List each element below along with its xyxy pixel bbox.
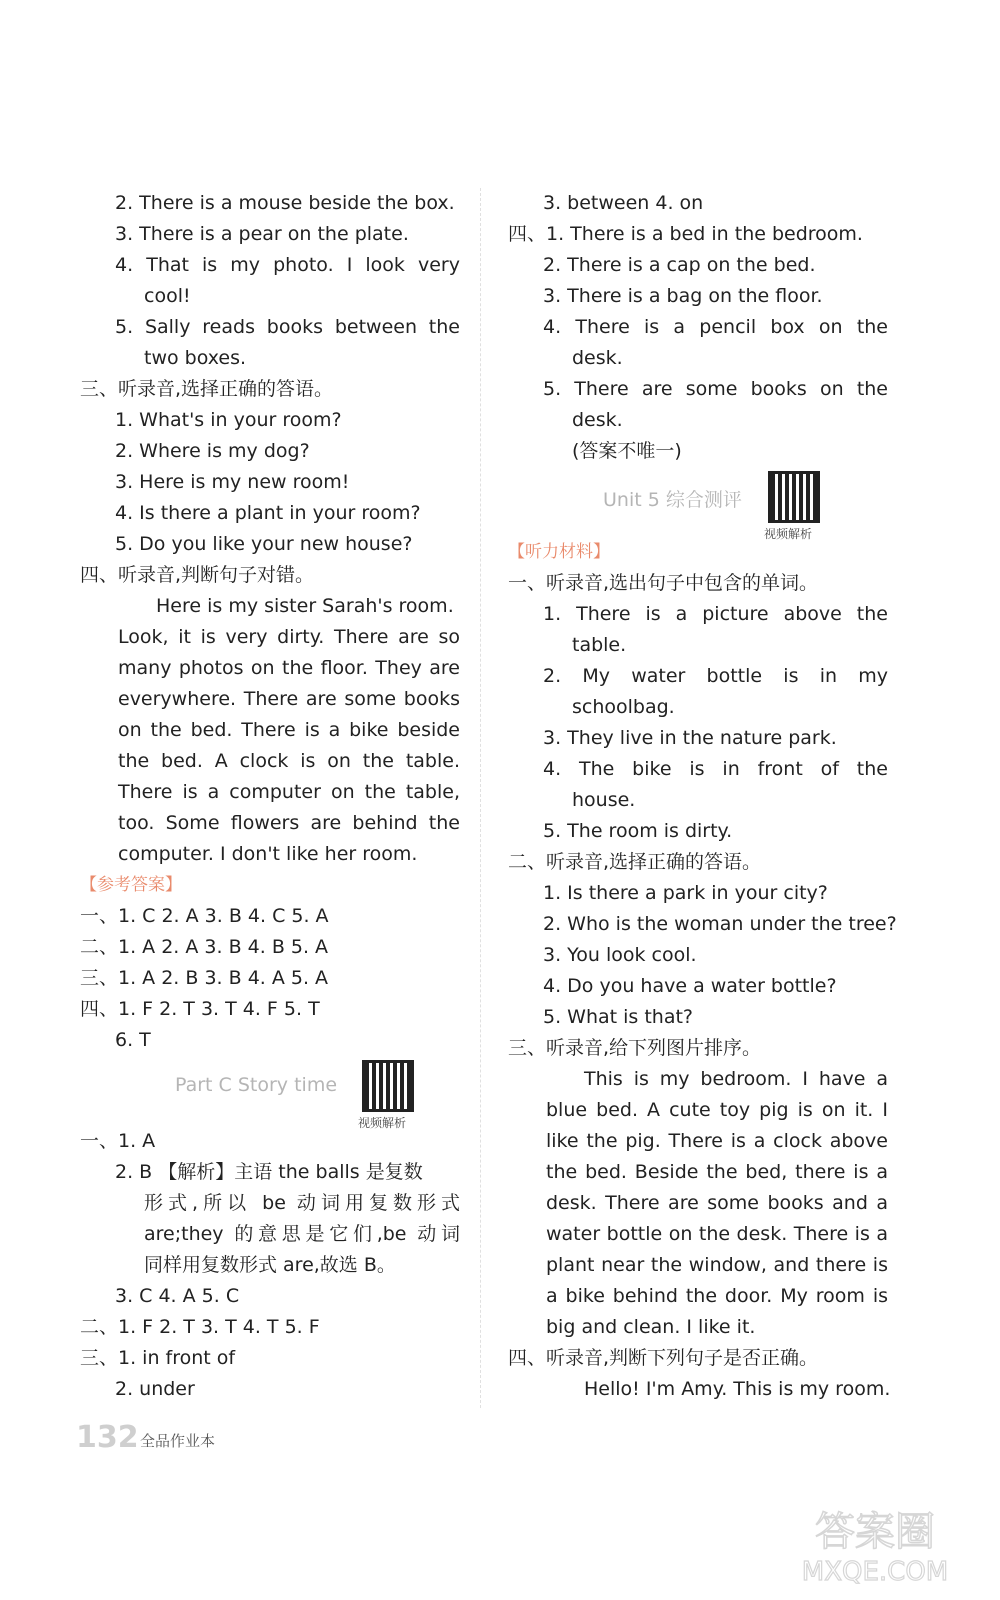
text-line: 5. Sally reads books between the bbox=[115, 316, 460, 338]
qr-label: 视频解析 bbox=[358, 1116, 407, 1130]
part-c-title: Part C Story time bbox=[175, 1074, 338, 1096]
text-line: 4. Do you have a water bottle? bbox=[543, 975, 837, 997]
text-line: 5. There are some books on the bbox=[543, 378, 888, 400]
text-line: 2. Where is my dog? bbox=[115, 440, 310, 462]
text-line: 2. There is a mouse beside the box. bbox=[115, 192, 455, 214]
text-line: (答案不唯一) bbox=[572, 440, 682, 462]
text-line: 5. The room is dirty. bbox=[543, 820, 733, 842]
text-line: 三、听录音,选择正确的答语。 bbox=[80, 378, 334, 400]
text-line: Here is my sister Sarah's room. bbox=[156, 595, 454, 617]
text-line: too. Some flowers are behind the bbox=[118, 812, 460, 834]
left-column bbox=[80, 188, 460, 1405]
text-line: 3. Here is my new room! bbox=[115, 471, 350, 493]
text-line: 2. There is a cap on the bed. bbox=[543, 254, 816, 276]
text-line: This is my bedroom. I have a bbox=[584, 1068, 888, 1090]
qr-code-icon bbox=[362, 1060, 414, 1112]
text-line: everywhere. There are some books bbox=[118, 688, 460, 710]
text-line: table. bbox=[572, 634, 627, 656]
text-line: Hello! I'm Amy. This is my room. bbox=[584, 1378, 891, 1400]
text-line: 一、听录音,选出句子中包含的单词。 bbox=[508, 572, 819, 594]
qr-label: 视频解析 bbox=[764, 527, 813, 541]
text-line: 二、1. A 2. A 3. B 4. B 5. A bbox=[80, 936, 329, 958]
text-line: 3. You look cool. bbox=[543, 944, 697, 966]
text-line: 1. Is there a park in your city? bbox=[543, 882, 828, 904]
text-line: a bike behind the door. My room is bbox=[546, 1285, 888, 1307]
text-line: 一、1. C 2. A 3. B 4. C 5. A bbox=[80, 905, 329, 927]
text-line: many photos on the floor. They are bbox=[118, 657, 460, 679]
text-line: desk. There are some books and a bbox=[546, 1192, 888, 1214]
text-line: 二、1. F 2. T 3. T 4. T 5. F bbox=[80, 1316, 320, 1338]
text-line: 【听力材料】 bbox=[508, 542, 610, 562]
text-line: on the bed. There is a bike beside bbox=[118, 719, 460, 741]
right-column bbox=[508, 188, 897, 1405]
text-line: 4. That is my photo. I look very bbox=[115, 254, 460, 276]
unit5-header bbox=[508, 467, 888, 541]
watermark-url: MXQE.COM bbox=[801, 1557, 949, 1587]
text-line: the bed. Beside the bed, there is a bbox=[546, 1161, 888, 1183]
text-line: 1. There is a picture above the bbox=[543, 603, 888, 625]
text-line: are;they 的意思是它们,be 动词 bbox=[144, 1223, 460, 1245]
text-line: 1. What's in your room? bbox=[115, 409, 342, 431]
text-line: blue bed. A cute toy pig is on it. I bbox=[546, 1099, 888, 1121]
text-line: 3. They live in the nature park. bbox=[543, 727, 837, 749]
text-line: schoolbag. bbox=[572, 696, 675, 718]
text-line: 一、1. A bbox=[80, 1130, 156, 1152]
text-line: 5. What is that? bbox=[543, 1006, 694, 1028]
watermark-text: 答案圈 bbox=[815, 1509, 935, 1555]
text-line: desk. bbox=[572, 409, 623, 431]
text-line: two boxes. bbox=[144, 347, 247, 369]
text-line: 6. T bbox=[115, 1029, 151, 1051]
text-line: 2. under bbox=[115, 1378, 195, 1400]
text-line: 4. Is there a plant in your room? bbox=[115, 502, 421, 524]
text-line: plant near the window, and there is bbox=[546, 1254, 888, 1276]
qr-code-icon bbox=[768, 471, 820, 523]
text-line: 四、听录音,判断句子对错。 bbox=[80, 564, 315, 586]
text-line: water bottle on the desk. There is a bbox=[546, 1223, 888, 1245]
text-line: the bed. A clock is on the table. bbox=[118, 750, 460, 772]
text-line: house. bbox=[572, 789, 636, 811]
text-line: 四、1. F 2. T 3. T 4. F 5. T bbox=[80, 998, 320, 1020]
text-line: 【参考答案】 bbox=[80, 875, 182, 895]
text-line: 2. B 【解析】主语 the balls 是复数 bbox=[115, 1161, 423, 1183]
book-brand: 全品作业本 bbox=[140, 1432, 216, 1450]
text-line: 形式,所以 be 动词用复数形式 bbox=[144, 1192, 460, 1214]
text-line: There is a computer on the table, bbox=[118, 781, 460, 803]
text-line: 三、1. in front of bbox=[80, 1347, 236, 1369]
text-line: like the pig. There is a clock above bbox=[546, 1130, 888, 1152]
text-line: cool! bbox=[144, 285, 191, 307]
column-divider bbox=[480, 188, 481, 1408]
text-line: desk. bbox=[572, 347, 623, 369]
unit5-title: Unit 5 综合测评 bbox=[603, 489, 742, 511]
text-line: Look, it is very dirty. There are so bbox=[118, 626, 460, 648]
part-c-header bbox=[80, 1056, 460, 1130]
text-line: 3. between 4. on bbox=[543, 192, 704, 214]
text-line: 同样用复数形式 are,故选 B。 bbox=[144, 1254, 396, 1276]
page-number: 132 bbox=[76, 1420, 139, 1455]
text-line: 3. C 4. A 5. C bbox=[115, 1285, 240, 1307]
text-line: 3. There is a bag on the floor. bbox=[543, 285, 823, 307]
watermark-logo bbox=[770, 1500, 980, 1590]
text-line: 4. The bike is in front of the bbox=[543, 758, 888, 780]
text-line: 4. There is a pencil box on the bbox=[543, 316, 888, 338]
text-line: 5. Do you like your new house? bbox=[115, 533, 413, 555]
text-line: 四、听录音,判断下列句子是否正确。 bbox=[508, 1347, 819, 1369]
text-line: 三、1. A 2. B 3. B 4. A 5. A bbox=[80, 967, 329, 989]
text-line: 二、听录音,选择正确的答语。 bbox=[508, 851, 762, 873]
text-line: 2. My water bottle is in my bbox=[543, 665, 888, 687]
text-line: big and clean. I like it. bbox=[546, 1316, 756, 1338]
text-line: 四、1. There is a bed in the bedroom. bbox=[508, 223, 863, 245]
text-line: computer. I don't like her room. bbox=[118, 843, 418, 865]
text-line: 2. Who is the woman under the tree? bbox=[543, 913, 897, 935]
text-line: 3. There is a pear on the plate. bbox=[115, 223, 409, 245]
text-line: 三、听录音,给下列图片排序。 bbox=[508, 1037, 762, 1059]
